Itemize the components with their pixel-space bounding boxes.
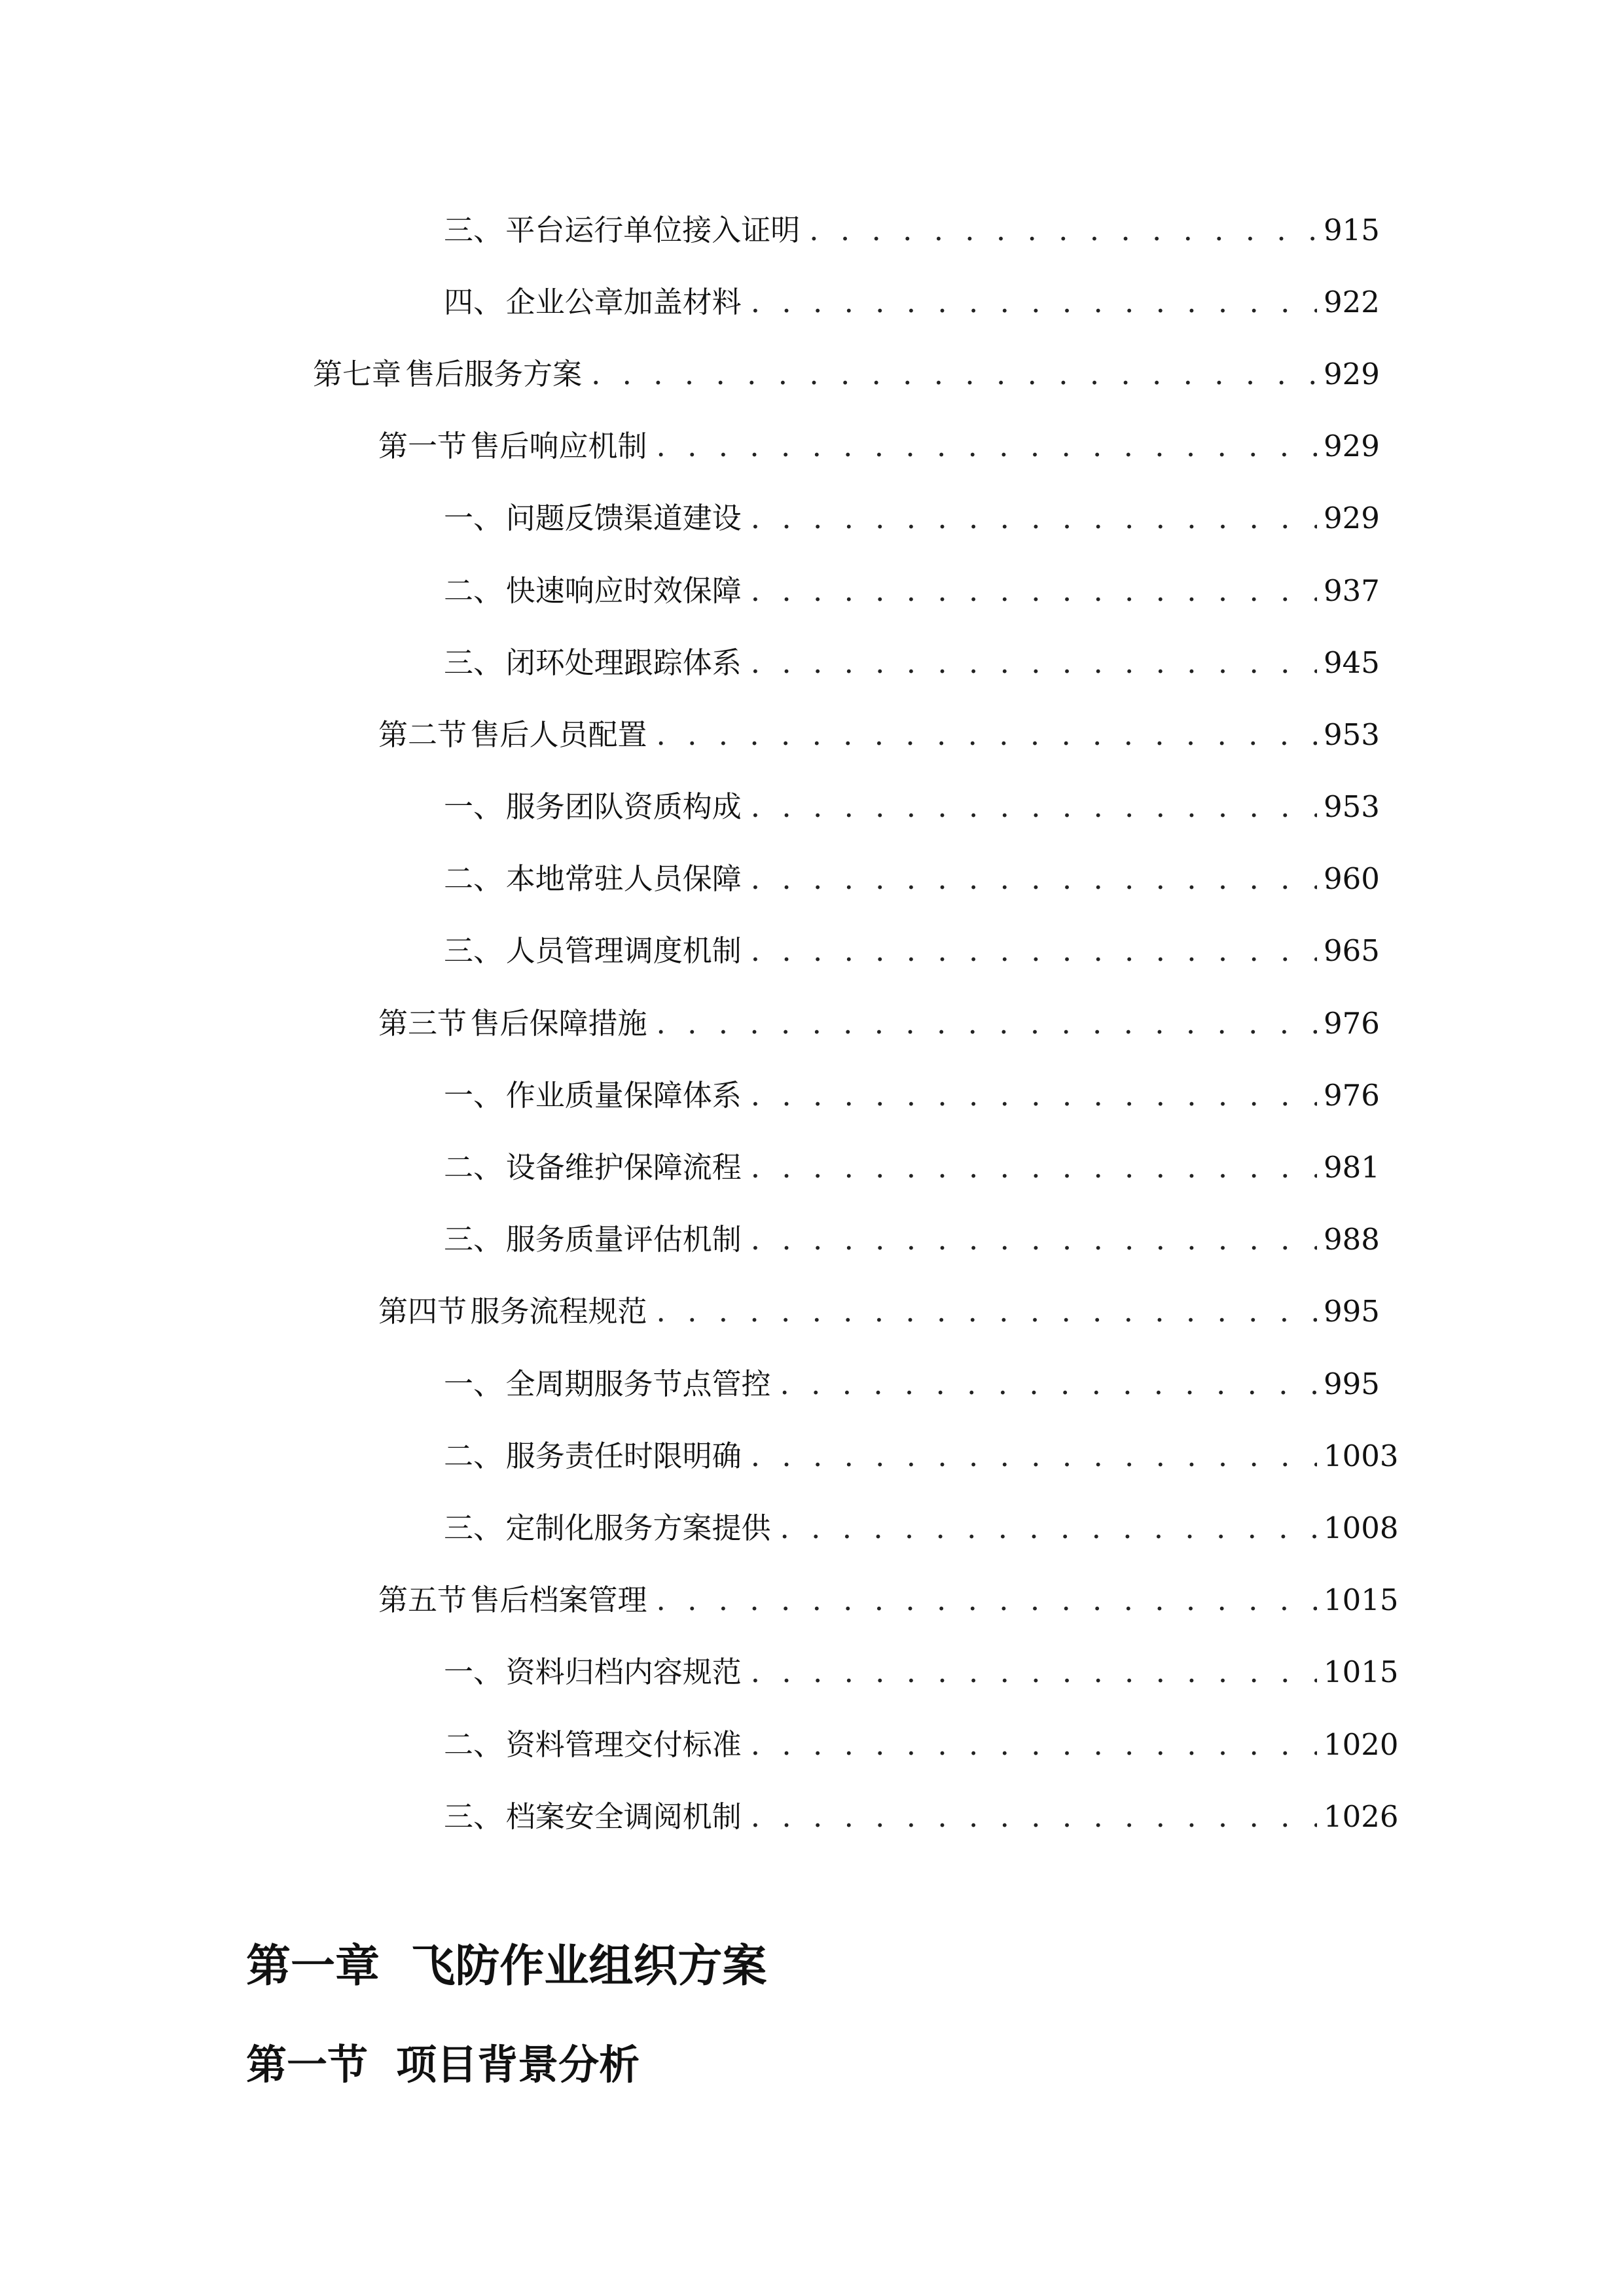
toc-entry-number: 一、 bbox=[444, 789, 503, 825]
toc-entry[interactable] bbox=[0, 698, 1624, 770]
toc-entry-title: 资料管理交付标准 bbox=[505, 1727, 742, 1762]
toc-entry[interactable] bbox=[0, 554, 1624, 626]
toc-entry-title: 企业公章加盖材料 bbox=[505, 284, 742, 319]
toc-leader-dots bbox=[751, 1730, 1317, 1759]
toc-entry[interactable] bbox=[0, 1348, 1624, 1420]
toc-entry-page-number: 1026 bbox=[1324, 1799, 1399, 1834]
toc-entry-page-number: 953 bbox=[1324, 789, 1380, 825]
toc-entry-number: 第七章 bbox=[313, 356, 402, 391]
toc-entry[interactable] bbox=[0, 1564, 1624, 1636]
toc-entry-number: 第五节 bbox=[378, 1583, 467, 1618]
toc-leader-dots bbox=[751, 1802, 1317, 1831]
toc-entry-number: 二、 bbox=[444, 1438, 503, 1473]
toc-entry-title: 人员管理调度机制 bbox=[505, 933, 742, 969]
toc-entry-page-number: 915 bbox=[1324, 212, 1380, 247]
toc-entry-page-number: 976 bbox=[1324, 1077, 1380, 1113]
toc-entry[interactable] bbox=[0, 1780, 1624, 1852]
toc-entry[interactable] bbox=[0, 915, 1624, 987]
toc-entry-page-number: 1015 bbox=[1324, 1655, 1399, 1690]
toc-entry-title: 服务责任时限明确 bbox=[505, 1438, 742, 1473]
toc-entry[interactable] bbox=[0, 1708, 1624, 1780]
toc-leader-dots bbox=[591, 359, 1317, 389]
toc-leader-dots bbox=[751, 792, 1317, 821]
toc-leader-dots bbox=[657, 1297, 1317, 1326]
toc-leader-dots bbox=[751, 287, 1317, 317]
toc-entry-number: 二、 bbox=[444, 1727, 503, 1762]
toc-entry-number: 三、 bbox=[444, 1799, 503, 1834]
toc-leader-dots bbox=[751, 864, 1317, 893]
toc-entry[interactable] bbox=[0, 1204, 1624, 1276]
toc-leader-dots bbox=[657, 431, 1317, 461]
toc-entry-title: 服务团队资质构成 bbox=[505, 789, 742, 825]
toc-entry-title: 问题反馈渠道建设 bbox=[505, 501, 742, 536]
toc-entry-number: 三、 bbox=[444, 645, 503, 680]
toc-entry-title: 设备维护保障流程 bbox=[505, 1150, 742, 1185]
toc-entry[interactable] bbox=[0, 1131, 1624, 1203]
toc-entry-page-number: 960 bbox=[1324, 861, 1380, 897]
toc-entry-title: 定制化服务方案提供 bbox=[505, 1510, 771, 1545]
toc-leader-dots bbox=[657, 720, 1317, 749]
toc-leader-dots bbox=[751, 1225, 1317, 1254]
toc-entry-number: 三、 bbox=[444, 1510, 503, 1545]
table-of-contents bbox=[0, 194, 1624, 1852]
toc-entry-number: 一、 bbox=[444, 1655, 503, 1690]
toc-entry-page-number: 965 bbox=[1324, 933, 1380, 969]
toc-entry-page-number: 988 bbox=[1324, 1222, 1380, 1257]
toc-entry-page-number: 945 bbox=[1324, 645, 1380, 680]
toc-leader-dots bbox=[751, 576, 1317, 605]
toc-entry-title: 售后档案管理 bbox=[470, 1583, 647, 1618]
chapter-heading: 第一章 飞防作业组织方案 bbox=[246, 1941, 767, 1992]
toc-entry[interactable] bbox=[0, 1420, 1624, 1492]
toc-leader-dots bbox=[780, 1369, 1317, 1399]
toc-entry-page-number: 929 bbox=[1324, 501, 1380, 536]
toc-entry-title: 售后服务方案 bbox=[405, 356, 583, 391]
toc-entry[interactable] bbox=[0, 771, 1624, 843]
toc-entry-title: 档案安全调阅机制 bbox=[505, 1799, 742, 1834]
toc-entry[interactable] bbox=[0, 266, 1624, 338]
toc-leader-dots bbox=[751, 936, 1317, 965]
toc-entry-title: 闭环处理跟踪体系 bbox=[505, 645, 742, 680]
toc-entry[interactable] bbox=[0, 1492, 1624, 1564]
toc-entry[interactable] bbox=[0, 987, 1624, 1059]
toc-entry-page-number: 976 bbox=[1324, 1005, 1380, 1041]
toc-leader-dots bbox=[780, 1513, 1317, 1543]
toc-entry[interactable] bbox=[0, 338, 1624, 410]
toc-entry-page-number: 953 bbox=[1324, 717, 1380, 752]
toc-entry-number: 一、 bbox=[444, 1366, 503, 1401]
toc-entry[interactable] bbox=[0, 843, 1624, 915]
toc-entry-page-number: 1015 bbox=[1324, 1583, 1399, 1618]
toc-entry-title: 资料归档内容规范 bbox=[505, 1655, 742, 1690]
toc-entry-title: 本地常驻人员保障 bbox=[505, 861, 742, 897]
toc-entry-page-number: 929 bbox=[1324, 356, 1380, 391]
toc-entry-page-number: 937 bbox=[1324, 573, 1380, 608]
toc-entry-number: 三、 bbox=[444, 933, 503, 969]
toc-entry-page-number: 929 bbox=[1324, 429, 1380, 464]
toc-entry-number: 一、 bbox=[444, 1077, 503, 1113]
toc-entry[interactable] bbox=[0, 410, 1624, 482]
toc-entry[interactable] bbox=[0, 1059, 1624, 1131]
toc-entry-number: 第一节 bbox=[378, 429, 467, 464]
toc-entry-title: 售后人员配置 bbox=[470, 717, 647, 752]
toc-entry-number: 一、 bbox=[444, 501, 503, 536]
toc-leader-dots bbox=[751, 503, 1317, 533]
toc-entry[interactable] bbox=[0, 194, 1624, 266]
toc-leader-dots bbox=[751, 1657, 1317, 1687]
toc-entry-title: 平台运行单位接入证明 bbox=[505, 212, 801, 247]
toc-entry-number: 第三节 bbox=[378, 1005, 467, 1041]
toc-leader-dots bbox=[751, 648, 1317, 677]
toc-entry-title: 售后保障措施 bbox=[470, 1005, 647, 1041]
toc-entry-number: 二、 bbox=[444, 573, 503, 608]
toc-leader-dots bbox=[809, 215, 1317, 245]
toc-entry-page-number: 981 bbox=[1324, 1150, 1380, 1185]
toc-entry-page-number: 1008 bbox=[1323, 1510, 1399, 1545]
toc-leader-dots bbox=[657, 1009, 1317, 1038]
toc-entry-number: 四、 bbox=[444, 284, 503, 319]
toc-leader-dots bbox=[751, 1441, 1317, 1471]
section-heading: 第一节 项目背景分析 bbox=[246, 2041, 640, 2089]
toc-entry-title: 作业质量保障体系 bbox=[505, 1077, 742, 1113]
toc-entry-number: 三、 bbox=[444, 1222, 503, 1257]
toc-entry-title: 服务流程规范 bbox=[470, 1294, 647, 1329]
toc-entry-page-number: 1020 bbox=[1324, 1727, 1399, 1762]
toc-leader-dots bbox=[751, 1153, 1317, 1182]
toc-entry-title: 售后响应机制 bbox=[470, 429, 647, 464]
toc-leader-dots bbox=[751, 1081, 1317, 1110]
toc-entry-number: 二、 bbox=[444, 1150, 503, 1185]
toc-entry[interactable] bbox=[0, 1276, 1624, 1348]
toc-entry-title: 快速响应时效保障 bbox=[505, 573, 742, 608]
toc-entry-page-number: 1003 bbox=[1324, 1438, 1399, 1473]
toc-entry[interactable] bbox=[0, 1636, 1624, 1708]
toc-leader-dots bbox=[657, 1585, 1317, 1615]
toc-entry-page-number: 995 bbox=[1323, 1366, 1380, 1401]
toc-entry-page-number: 995 bbox=[1324, 1294, 1380, 1329]
toc-entry-title: 全周期服务节点管控 bbox=[505, 1366, 771, 1401]
toc-entry-number: 三、 bbox=[444, 212, 503, 247]
toc-entry[interactable] bbox=[0, 626, 1624, 698]
toc-entry-number: 第二节 bbox=[378, 717, 467, 752]
toc-entry-number: 二、 bbox=[444, 861, 503, 897]
toc-entry-page-number: 922 bbox=[1324, 284, 1380, 319]
toc-entry[interactable] bbox=[0, 482, 1624, 554]
toc-entry-number: 第四节 bbox=[378, 1294, 467, 1329]
toc-entry-title: 服务质量评估机制 bbox=[505, 1222, 742, 1257]
